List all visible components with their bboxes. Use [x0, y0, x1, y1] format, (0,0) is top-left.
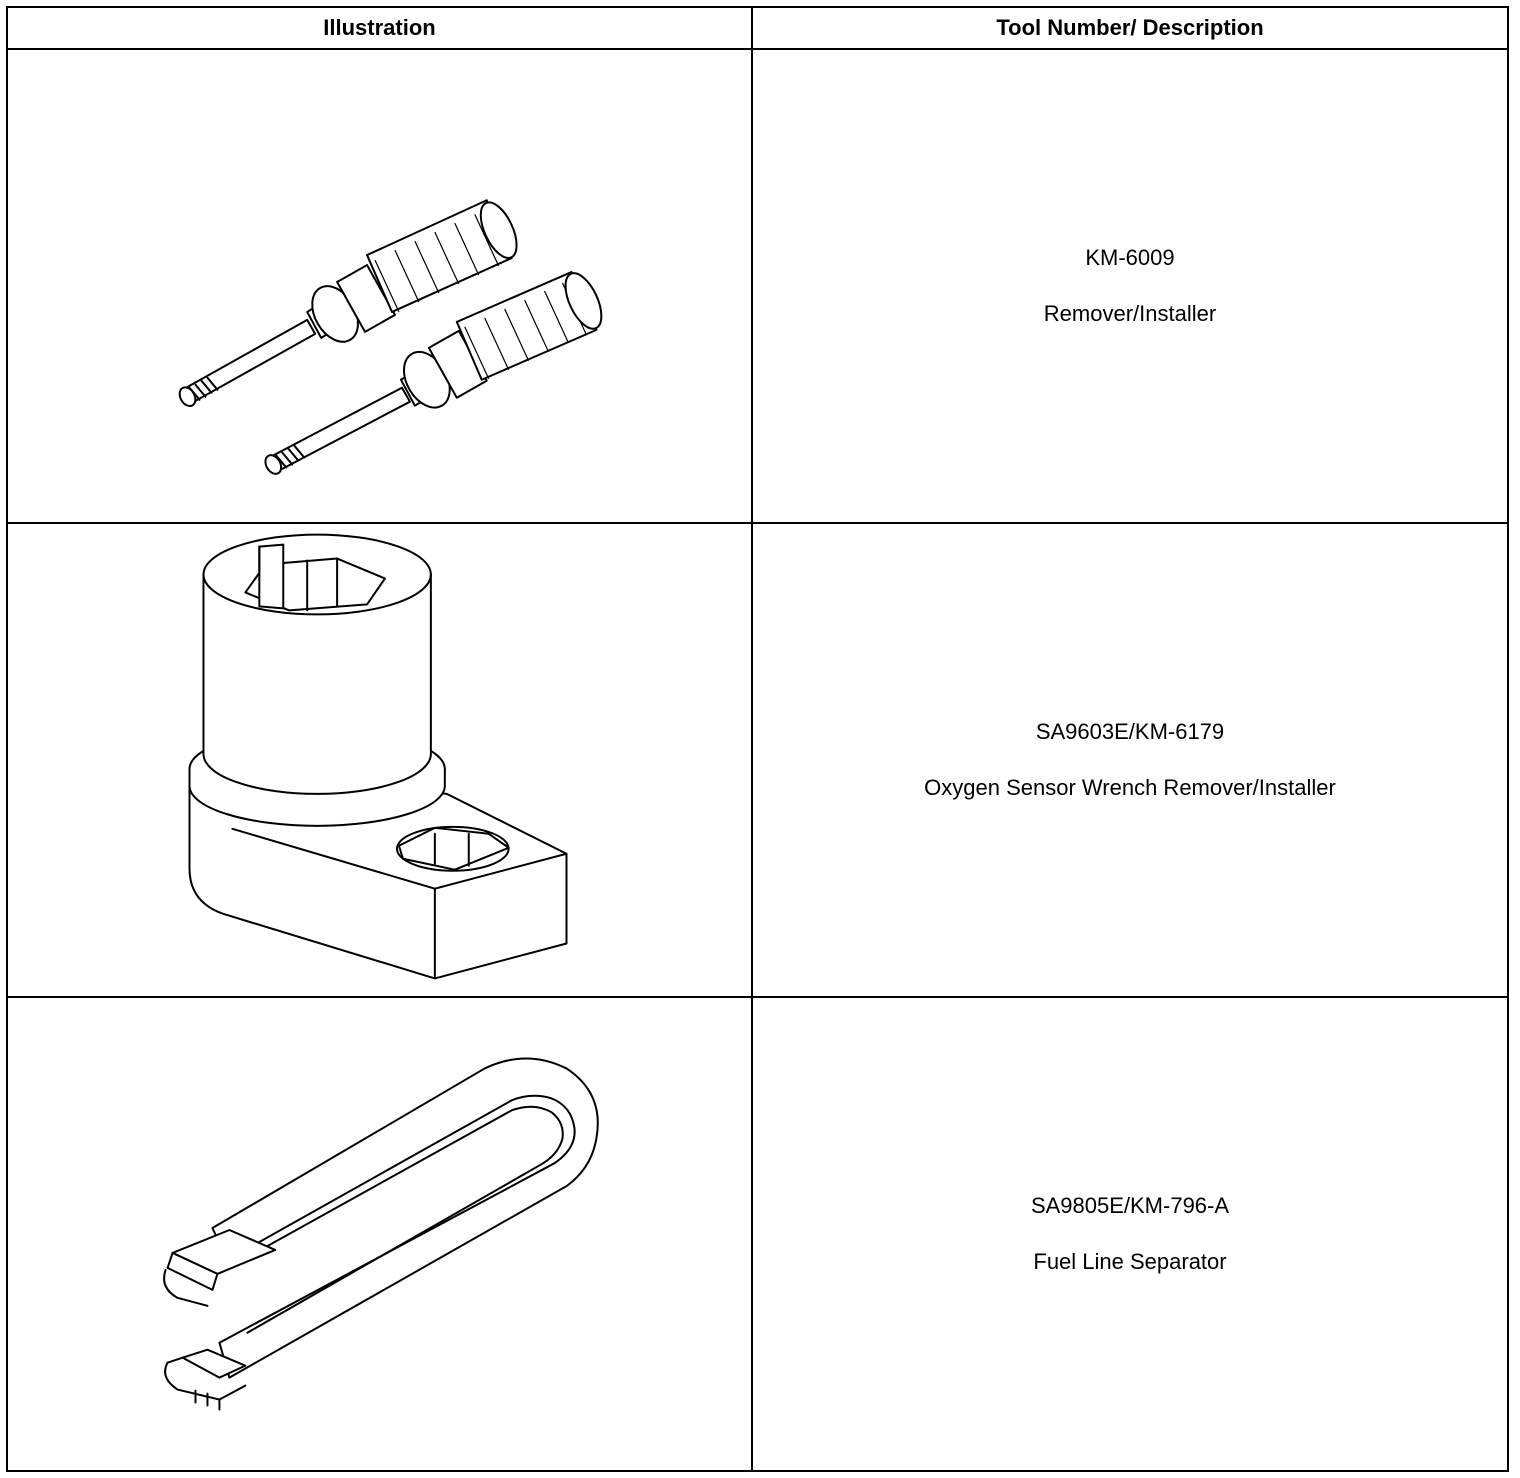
tool-description: Oxygen Sensor Wrench Remover/Installer [924, 775, 1336, 800]
tool-number: SA9805E/KM-796-A [1030, 1193, 1230, 1218]
tool-number: KM-6009 [1085, 245, 1175, 270]
illustration-cell [7, 523, 752, 997]
illustration-cell [7, 49, 752, 523]
tool-description: Fuel Line Separator [1033, 1249, 1227, 1274]
oxygen-sensor-wrench-icon [8, 524, 751, 996]
table-row [7, 49, 1508, 523]
header-row [7, 7, 1508, 49]
tool-description-cell [752, 523, 1508, 997]
table-row [7, 523, 1508, 997]
tool-description: Remover/Installer [1043, 301, 1217, 326]
fuel-line-separator-icon [8, 998, 751, 1470]
tool-number: SA9603E/KM-6179 [1035, 719, 1225, 744]
tool-column-header: Tool Number/ Description [752, 7, 1508, 49]
tool-description-cell [752, 997, 1508, 1471]
table-row [7, 997, 1508, 1471]
remover-installer-screwdrivers-icon [8, 50, 751, 522]
special-tools-table [6, 6, 1509, 1472]
illustration-column-header: Illustration [7, 7, 752, 49]
tool-description-cell [752, 49, 1508, 523]
illustration-cell [7, 997, 752, 1471]
